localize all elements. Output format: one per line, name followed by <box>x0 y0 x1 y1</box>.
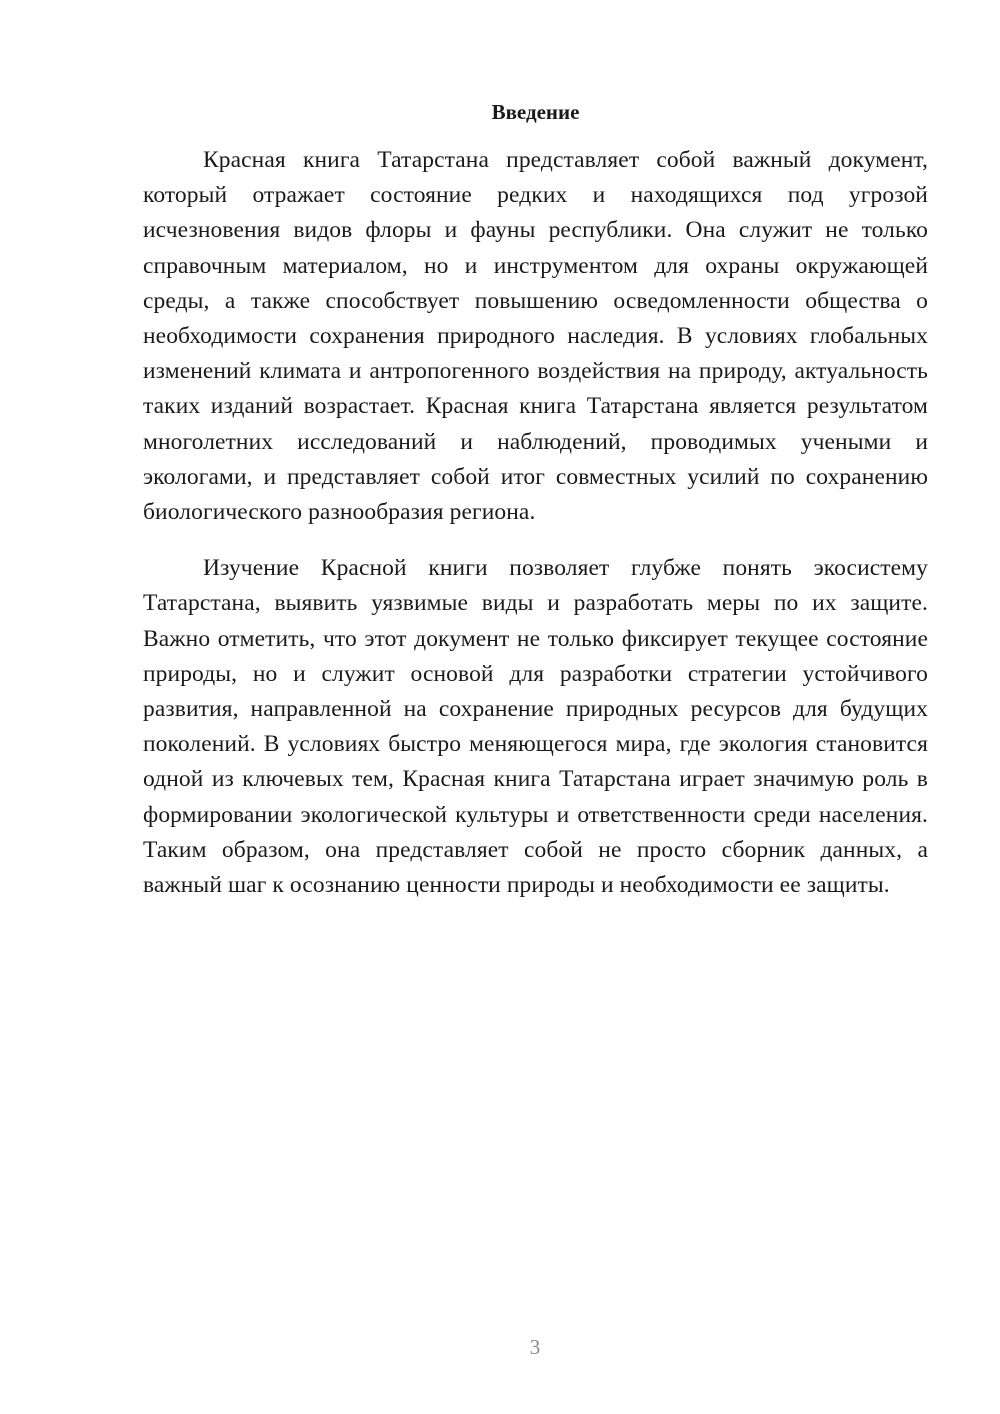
page-number: 3 <box>529 1335 541 1359</box>
body-text <box>143 143 928 903</box>
paragraph-1: Красная книга Татарстана представляет собой важный документ, который отражает состояние редких и находящихся под угрозой исчезновения видов флоры и фауны республики. Она служит не только справочным материалом, но и инструментом для охраны окружающей среды, а также способствует повышению осведомленности общества о необходимости сохранения природного наследия. В условиях глобальных изменений климата и антропогенного воздействия на природу, актуальность таких изданий возрастает. Красная книга Татарстана является результатом многолетних исследований и наблюдений, проводимых учеными и экологами, и представляет собой итог совместных усилий по сохранению биологического разнообразия региона. <box>143 147 928 526</box>
paragraph-2: Изучение Красной книги позволяет глубже понять экосистему Татарстана, выявить уязвимые виды и разработать меры по их защите. Важно отметить, что этот документ не только фиксирует текущее состояние природы, но и служит основой для разработки стратегии устойчивого развития, направленной на сохранение природных ресурсов для будущих поколений. В условиях быстро меняющегося мира, где экология становится одной из ключевых тем, Красная книга Татарстана играет значимую роль в формировании экологической культуры и ответственности среди населения. Таким образом, она представляет собой не просто сборник данных, а важный шаг к осознанию ценности природы и необходимости ее защиты. <box>143 555 928 899</box>
page-title: Введение <box>491 100 580 124</box>
